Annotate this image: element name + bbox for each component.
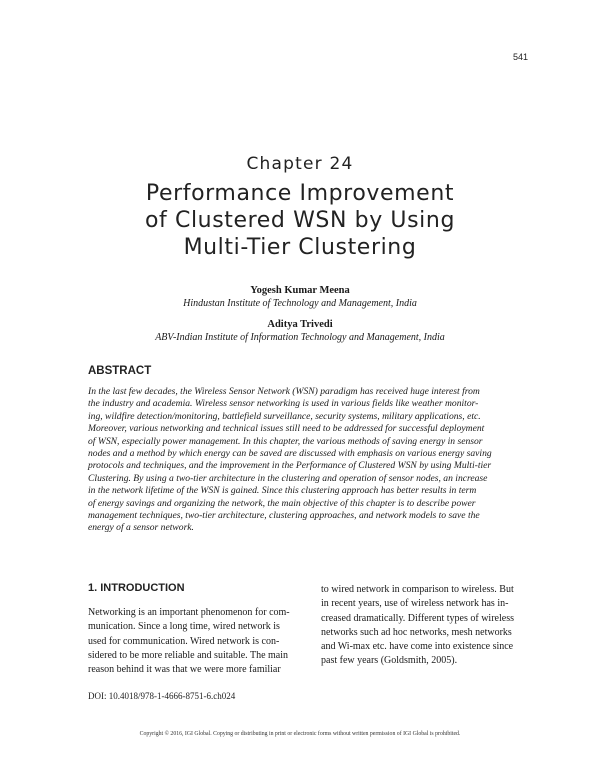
body-line: past few years (Goldsmith, 2005). <box>321 655 458 667</box>
chapter-title-line: of Clustered WSN by Using <box>144 208 456 233</box>
copyright-notice: Copyright © 2016, IGI Global. Copying or distributing in print or electronic forms without written permission of IGI Global is prohibited. <box>139 731 461 737</box>
abstract-line: management techniques, two-tier architecture, clustering approaches, and network models to save the <box>88 510 480 522</box>
chapter-title-line: Performance Improvement <box>145 181 455 206</box>
author-affiliation: Hindustan Institute of Technology and Management, India <box>183 298 417 309</box>
abstract-line: of WSN, especially power management. In this chapter, the various methods of saving energy in sensor <box>88 435 483 447</box>
introduction-right-column <box>321 583 516 669</box>
author-affiliation: ABV-Indian Institute of Information Technology and Management, India <box>155 332 445 343</box>
body-line: Networking is an important phenomenon for com- <box>88 607 290 618</box>
abstract-body <box>88 386 514 535</box>
abstract-line: the industry and academia. Wireless sensor networking is used in various fields like weather monitor- <box>88 398 479 410</box>
chapter-title <box>90 180 510 261</box>
abstract-line: In the last few decades, the Wireless Sensor Network (WSN) paradigm has received huge interest from <box>88 386 480 397</box>
chapter-title-line: Multi-Tier Clustering <box>183 235 417 260</box>
abstract-line: protocols and techniques, and the improvement in the Performance of Clustered WSN by using Multi-tier <box>88 460 492 472</box>
abstract-line: ing, wildfire detection/monitoring, battlefield surveillance, security systems, military applications, etc. <box>88 410 481 422</box>
body-line: reason behind it was that we were more familiar <box>88 664 281 676</box>
abstract-line: in the network lifetime of the WSN is gained. Since this clustering approach has better results in term <box>88 485 477 497</box>
abstract-heading: ABSTRACT <box>88 365 152 377</box>
author-name: Yogesh Kumar Meena <box>250 285 350 296</box>
abstract-line: energy of a sensor network. <box>88 522 194 534</box>
abstract-line: Clustering. By using a two-tier architecture in the clustering and operation of sensor nodes, an increase <box>88 472 488 484</box>
abstract-line: nodes and a method by which energy can be saved are discussed with emphasis on various energy saving <box>88 448 492 460</box>
body-line: networks such ad hoc networks, mesh networks <box>321 626 512 638</box>
body-line: and Wi-max etc. have come into existence since <box>321 641 514 653</box>
abstract-line: Moreover, various networking and technical issues still need to be addressed for successful deployment <box>88 423 485 435</box>
body-line: creased dramatically. Different types of wireless <box>321 612 514 624</box>
introduction-left-column <box>88 606 298 677</box>
body-line: to wired network in comparison to wireless. But <box>321 584 514 595</box>
chapter-label: Chapter 24 <box>246 154 354 174</box>
section-heading-introduction: 1. INTRODUCTION <box>88 582 185 594</box>
doi: DOI: 10.4018/978-1-4666-8751-6.ch024 <box>88 691 236 701</box>
body-line: used for communication. Wired network is con- <box>88 635 280 647</box>
body-line: in recent years, use of wireless network has in- <box>321 598 509 610</box>
abstract-line: of energy savings and organizing the network, the main objective of this chapter is to describe power <box>88 497 476 509</box>
body-line: sidered to be more reliable and suitable. The main <box>88 649 289 661</box>
page-number: 541 <box>512 52 528 62</box>
body-line: munication. Since a long time, wired network is <box>88 621 280 633</box>
author-name: Aditya Trivedi <box>267 319 333 330</box>
